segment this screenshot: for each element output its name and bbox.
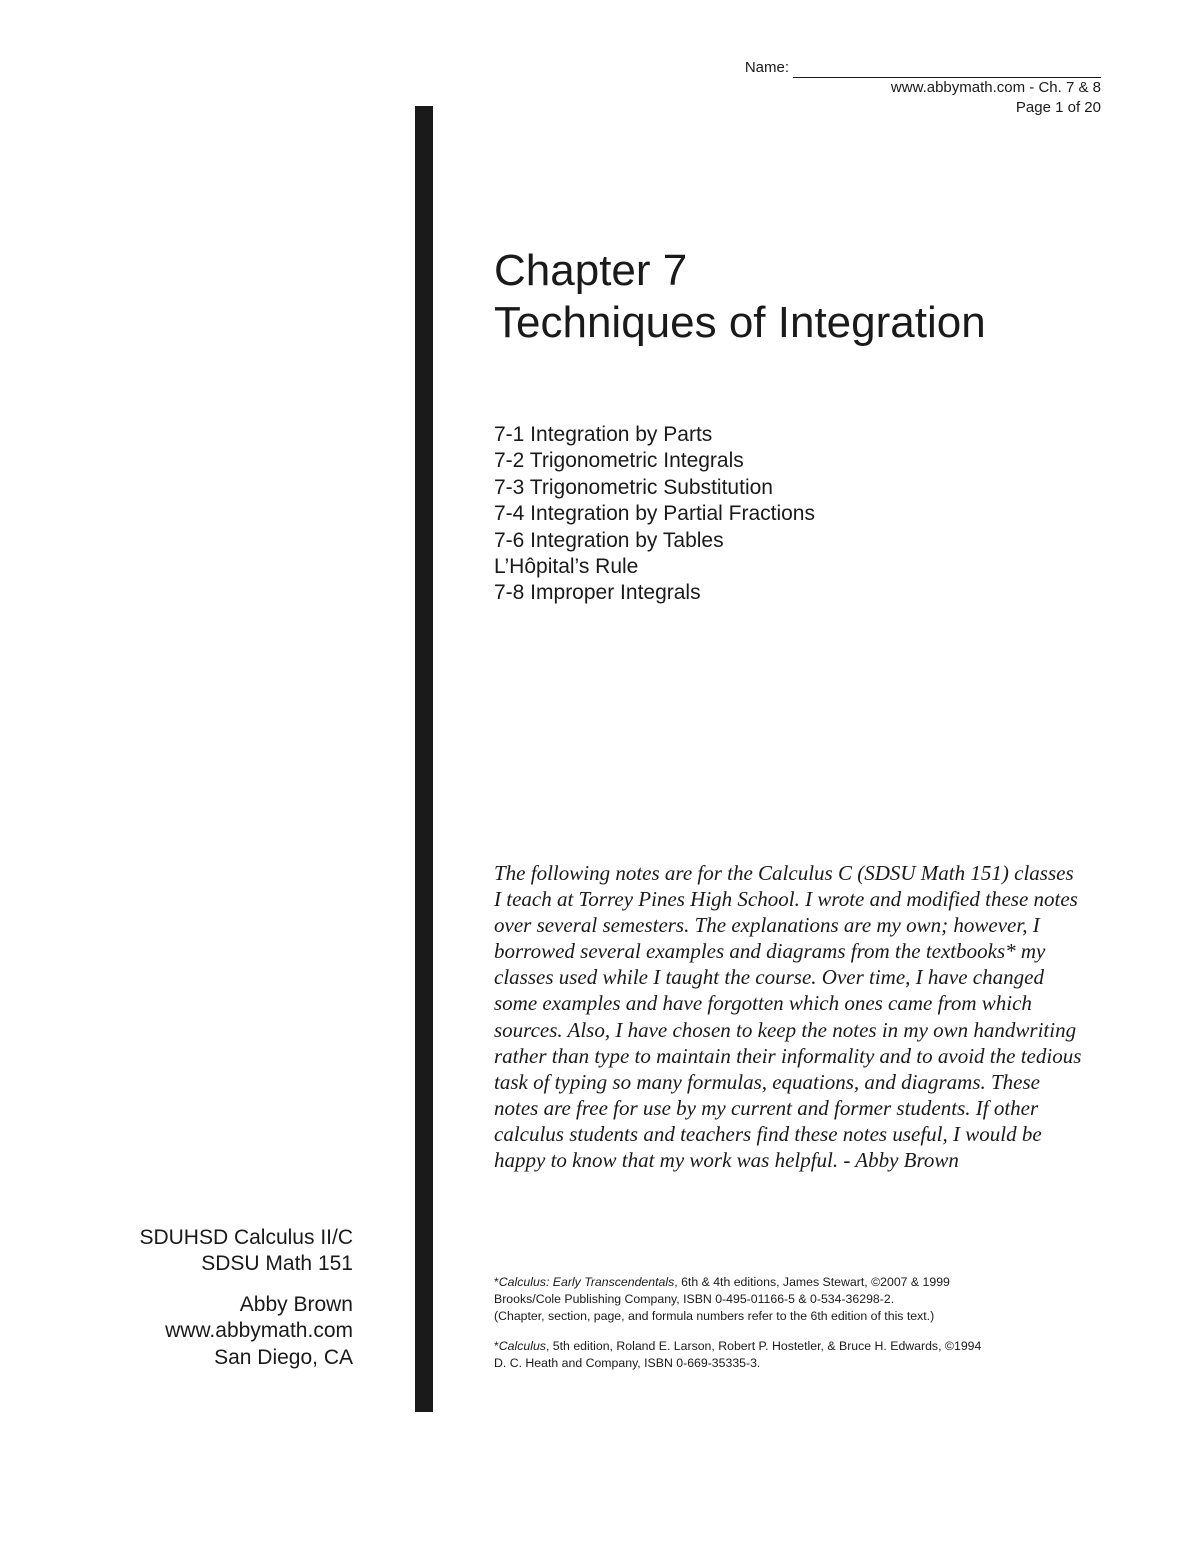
site-chapter: www.abbymath.com - Ch. 7 & 8 xyxy=(890,79,1101,96)
toc-item: 7-4 Integration by Partial Fractions xyxy=(494,502,815,526)
footnote-note: (Chapter, section, page, and formula numbers refer to the 6th edition of this text.) xyxy=(494,1309,935,1323)
vertical-divider-bar xyxy=(415,106,433,1412)
table-of-contents xyxy=(494,422,815,607)
footnotes xyxy=(494,1274,1094,1372)
toc-item: L’Hôpital’s Rule xyxy=(494,555,639,579)
toc-item: 7-1 Integration by Parts xyxy=(494,423,713,446)
footnote-star: * xyxy=(494,1339,499,1353)
chapter-name: Techniques of Integration xyxy=(494,298,986,347)
toc-item: 7-3 Trigonometric Substitution xyxy=(494,475,773,499)
toc-item: 7-8 Improper Integrals xyxy=(494,581,701,605)
footnote-publisher: Brooks/Cole Publishing Company, ISBN 0-495-01166-5 & 0-534-36298-2. xyxy=(494,1292,895,1306)
footnote-details: , 6th & 4th editions, James Stewart, ©2007 & 1999 xyxy=(674,1275,950,1289)
page-header xyxy=(745,58,1101,118)
course-name: SDUHSD Calculus II/C xyxy=(139,1226,353,1249)
footnote-larson xyxy=(494,1338,1094,1372)
author-website[interactable]: www.abbymath.com xyxy=(165,1319,353,1343)
author-name: Abby Brown xyxy=(239,1292,353,1316)
footnote-details: , 5th edition, Roland E. Larson, Robert P. Hostetler, & Bruce H. Edwards, ©1994 xyxy=(545,1339,982,1353)
name-label: Name: xyxy=(744,59,789,76)
chapter-title xyxy=(494,245,986,349)
footnote-book-title: Calculus: Early Transcendentals xyxy=(498,1275,675,1289)
footnote-book-title: Calculus xyxy=(498,1339,546,1353)
intro-paragraph: The following notes are for the Calculus C (SDSU Math 151) classes I teach at Torrey Pines High School. I wrote and modified these notes over several semesters. The explanations are my own; however, I borrowed several examples and diagrams from the textbooks* my classes used while I taught the course. Over time, I have changed some examples and have forgotten which ones came from which sources. Also, I have chosen to keep the notes in my own handwriting rather than type to maintain their informality and to avoid the tedious task of typing so many formulas, equations, and diagrams. These notes are free for use by my current and former students. If other calculus students and teachers find these notes useful, I would be happy to know that my work was helpful. - Abby Brown xyxy=(494,861,1082,1173)
name-line xyxy=(745,58,1101,78)
author-info xyxy=(139,1225,353,1371)
name-blank[interactable] xyxy=(793,62,1101,78)
toc-item: 7-2 Trigonometric Integrals xyxy=(494,449,744,473)
chapter-number: Chapter 7 xyxy=(494,246,688,295)
footnote-stewart xyxy=(494,1274,1094,1325)
toc-item: 7-6 Integration by Tables xyxy=(494,528,724,552)
course-number: SDSU Math 151 xyxy=(201,1252,353,1276)
footnote-publisher: D. C. Heath and Company, ISBN 0-669-35335-3. xyxy=(494,1356,761,1370)
author-location: San Diego, CA xyxy=(214,1345,353,1369)
footnote-star: * xyxy=(494,1275,499,1289)
page-number: Page 1 of 20 xyxy=(1015,99,1101,116)
spacer xyxy=(139,1278,353,1292)
